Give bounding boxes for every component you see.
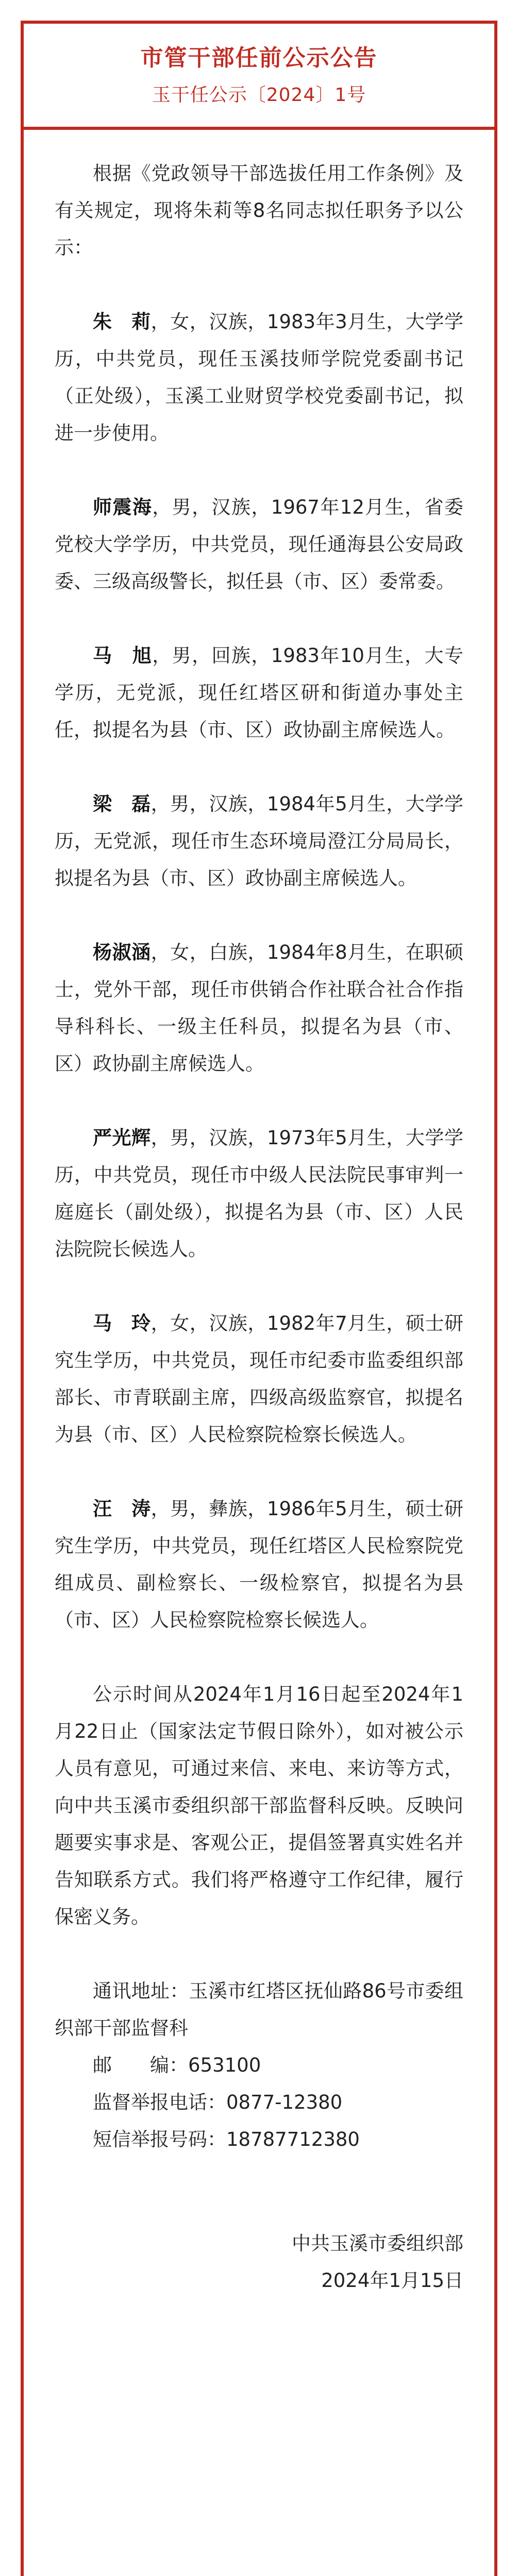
candidate-details: ，女，汉族，1982年7月生，硕士研究生学历，中共党员，现任市纪委市监委组织部部长、市青联副主席，四级高级监察官，拟提名为县（市、区）人民检察院检察长候选人。	[55, 1312, 463, 1446]
candidate-entry	[55, 934, 463, 1082]
signature-org: 中共玉溪市委组织部	[292, 2232, 463, 2255]
candidate-name: 马 旭	[93, 645, 153, 667]
candidate-details: ，男，汉族，1967年12月生，省委党校大学学历，中共党员，现任通海县公安局政委、三级高级警长，拟任县（市、区）委常委。	[55, 496, 463, 592]
announcement-frame	[21, 21, 497, 2576]
candidate-entry	[55, 786, 463, 897]
contact-phone: 监督举报电话：0877-12380	[93, 2091, 343, 2113]
document-number: 玉干任公示〔2024〕1号	[152, 84, 366, 106]
signature-date: 2024年1月15日	[321, 2269, 463, 2292]
candidate-details: ，女，白族，1984年8月生，在职硕士，党外干部，现任市供销合作社联合社合作指导科科长、一级主任科员，拟提名为县（市、区）政协副主席候选人。	[55, 941, 463, 1075]
candidate-name: 汪 涛	[93, 1498, 151, 1520]
announcement-title: 市管干部任前公示公告	[140, 45, 378, 71]
candidate-entry	[55, 489, 463, 600]
candidate-name: 梁 磊	[93, 793, 151, 815]
contact-postcode: 邮 编：653100	[93, 2054, 261, 2076]
candidate-name: 杨淑涵	[93, 941, 151, 963]
contact-sms: 短信举报号码：18787712380	[93, 2128, 360, 2150]
header-divider	[24, 127, 494, 130]
candidate-entry	[55, 303, 463, 452]
candidate-name: 朱 莉	[93, 311, 151, 333]
announcement-header	[24, 24, 494, 137]
candidate-entry	[55, 1305, 463, 1453]
candidate-details: ，男，彝族，1986年5月生，硕士研究生学历，中共党员，现任红塔区人民检察院党组成员、副检察长、一级检察官，拟提名为县（市、区）人民检察院检察长候选人。	[55, 1498, 463, 1631]
candidate-name: 严光辉	[93, 1127, 151, 1149]
candidate-entry	[55, 1120, 463, 1268]
contact-info	[55, 1973, 463, 2158]
intro-paragraph: 根据《党政领导干部选拔任用工作条例》及有关规定，现将朱莉等8名同志拟任职务予以公示：	[55, 162, 463, 259]
candidate-name: 马 玲	[93, 1312, 151, 1334]
notice-paragraph: 公示时间从2024年1月16日起至2024年1月22日止（国家法定节假日除外），如对被公示人员有意见，可通过来信、来电、来访等方式，向中共玉溪市委组织部干部监督科反映。反映问题要实事求是、客观公正，提倡签署真实姓名并告知联系方式。我们将严格遵守工作纪律，履行保密义务。	[55, 1683, 463, 1928]
contact-address: 通讯地址：玉溪市红塔区抚仙路86号市委组织部干部监督科	[55, 1980, 463, 2039]
candidate-details: ，男，汉族，1973年5月生，大学学历，中共党员，现任市中级人民法院民事审判一庭庭长（副处级），拟提名为县（市、区）人民法院院长候选人。	[55, 1127, 463, 1260]
announcement-body	[24, 155, 494, 2299]
candidate-entry	[55, 1490, 463, 1639]
candidate-name: 师震海	[93, 496, 153, 518]
candidate-details: ，男，汉族，1984年5月生，大学学历，无党派，现任市生态环境局澄江分局局长，拟提名为县（市、区）政协副主席候选人。	[55, 793, 463, 889]
candidate-entry	[55, 637, 463, 749]
candidate-details: ，男，回族，1983年10月生，大专学历，无党派，现任红塔区研和街道办事处主任，拟提名为县（市、区）政协副主席候选人。	[55, 645, 463, 741]
candidate-details: ，女，汉族，1983年3月生，大学学历，中共党员，现任玉溪技师学院党委副书记（正处级），玉溪工业财贸学校党委副书记，拟进一步使用。	[55, 311, 463, 444]
